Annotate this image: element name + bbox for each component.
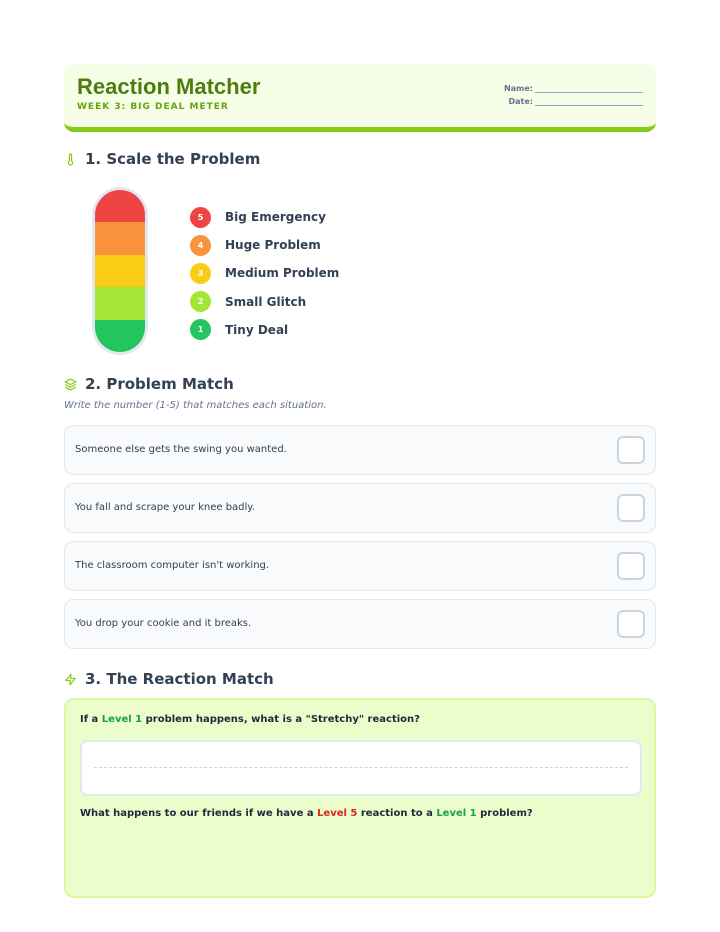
level-legend bbox=[190, 203, 339, 344]
reaction-panel bbox=[64, 698, 656, 898]
q2-mid: reaction to a bbox=[357, 808, 437, 819]
level-label: Medium Problem bbox=[225, 266, 340, 281]
section-scale-title bbox=[64, 150, 260, 168]
level-row bbox=[190, 259, 339, 287]
level-label: Small Glitch bbox=[225, 294, 307, 309]
level-number-badge: 3 bbox=[190, 263, 211, 284]
situation-text: The classroom computer isn't working. bbox=[75, 560, 270, 571]
situation-card bbox=[64, 425, 656, 475]
meter-segment bbox=[95, 255, 145, 287]
section-match-label: 2. Problem Match bbox=[85, 375, 234, 393]
name-field[interactable] bbox=[504, 84, 643, 93]
situation-text: You fall and scrape your knee badly. bbox=[75, 502, 255, 513]
answer-number-box[interactable] bbox=[617, 494, 645, 522]
name-label: Name: bbox=[503, 84, 533, 93]
q2-pre: What happens to our friends if we have a bbox=[80, 808, 318, 819]
q2-post: problem? bbox=[476, 808, 533, 819]
section-scale-label: 1. Scale the Problem bbox=[85, 150, 261, 168]
level-number-badge: 1 bbox=[190, 319, 211, 340]
meter-segment bbox=[95, 190, 145, 222]
question-stretchy bbox=[80, 714, 420, 725]
q1-pre: If a bbox=[80, 714, 102, 725]
lightning-icon bbox=[64, 673, 77, 686]
match-instruction: Write the number (1-5) that matches each situation. bbox=[64, 400, 327, 411]
level-row bbox=[190, 231, 339, 259]
situation-card bbox=[64, 599, 656, 649]
level-number-badge: 2 bbox=[190, 291, 211, 312]
level-row bbox=[190, 203, 339, 231]
level-label: Big Emergency bbox=[225, 210, 326, 225]
date-line[interactable] bbox=[535, 105, 643, 106]
section-match-title bbox=[64, 375, 234, 393]
date-field[interactable] bbox=[509, 97, 644, 106]
level-label: Huge Problem bbox=[225, 238, 321, 253]
answer-line bbox=[94, 767, 628, 768]
answer-number-box[interactable] bbox=[617, 436, 645, 464]
section-reaction-title bbox=[64, 670, 274, 688]
worksheet-title: Reaction Matcher bbox=[77, 74, 261, 99]
answer-number-box[interactable] bbox=[617, 552, 645, 580]
question-friends bbox=[80, 808, 533, 819]
situation-text: You drop your cookie and it breaks. bbox=[75, 618, 252, 629]
name-line[interactable] bbox=[535, 92, 643, 93]
big-deal-meter bbox=[92, 187, 148, 355]
q2-level-a: Level 5 bbox=[317, 808, 358, 819]
q1-post: problem happens, what is a "Stretchy" reaction? bbox=[142, 714, 420, 725]
thermometer-icon bbox=[64, 153, 77, 166]
level-label: Tiny Deal bbox=[225, 322, 289, 337]
situation-text: Someone else gets the swing you wanted. bbox=[75, 444, 287, 455]
situation-card bbox=[64, 541, 656, 591]
answer-number-box[interactable] bbox=[617, 610, 645, 638]
situation-card bbox=[64, 483, 656, 533]
level-row bbox=[190, 316, 339, 344]
meter-segment bbox=[95, 320, 145, 352]
q2-level-b: Level 1 bbox=[436, 808, 477, 819]
answer-box[interactable] bbox=[80, 740, 642, 796]
section-reaction-label: 3. The Reaction Match bbox=[85, 670, 274, 688]
worksheet-header bbox=[64, 64, 656, 132]
level-row bbox=[190, 288, 339, 316]
meter-segment bbox=[95, 287, 145, 319]
worksheet-subtitle: WEEK 3: BIG DEAL METER bbox=[77, 102, 229, 112]
date-label: Date: bbox=[508, 97, 533, 106]
meter-segment bbox=[95, 222, 145, 254]
level-number-badge: 4 bbox=[190, 235, 211, 256]
layers-icon bbox=[64, 378, 77, 391]
q1-level: Level 1 bbox=[101, 714, 143, 725]
level-number-badge: 5 bbox=[190, 207, 211, 228]
